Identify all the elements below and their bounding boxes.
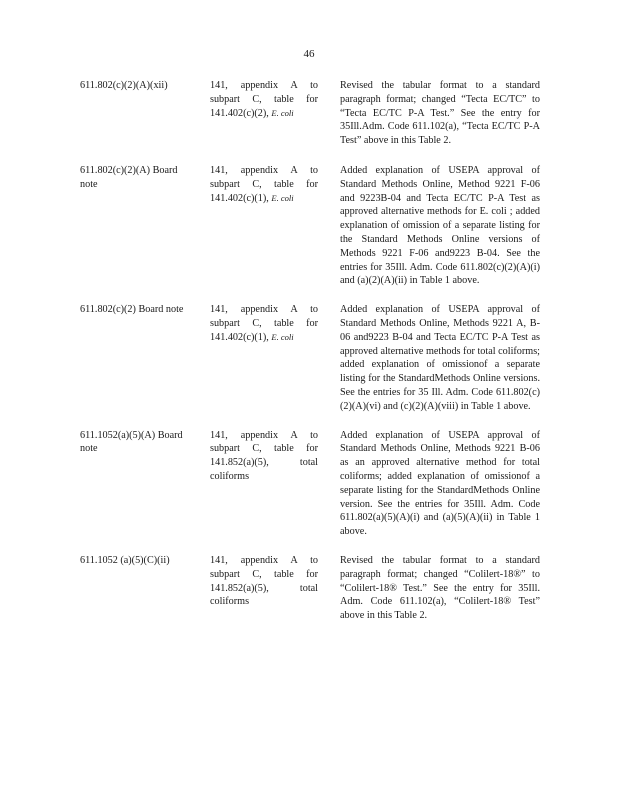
source-organism: E. coli [271, 331, 294, 342]
source-organism: E. coli [271, 107, 294, 118]
explanation-cell: Revised the tabular format to a standard paragraph format; changed “Colilert-18®” to “Colilert-18® Test.” See the entry for 35Ill. Adm. Code 611.102(a), “Colilert-18® Test” above in this Table 2. [340, 554, 540, 622]
source-text: 141, appendix A to subpart C, table for 141.402(c)(1), [210, 304, 318, 343]
source-organism: E. coli [271, 192, 294, 203]
source-text: 141, appendix A to subpart C, table for 141.402(c)(1), [210, 164, 318, 204]
section-cell: 611.802(c)(2)(A)(xii) [80, 80, 168, 91]
table-row [80, 429, 540, 539]
section-cell: 611.802(c)(2) Board note [80, 304, 184, 316]
table-row [80, 554, 540, 623]
source-cell: 141, appendix A to subpart C, table for 141.852(a)(5), total coliforms [210, 429, 318, 482]
table-row [80, 303, 540, 413]
page-number: 46 [303, 48, 315, 60]
amendments-table [80, 79, 540, 636]
section-cell: 611.1052(a)(5)(A) Board note [80, 429, 183, 455]
explanation-cell: Added explanation of USEPA approval of Standard Methods Online, Methods 9221 A, B-06 and9223 B-04 and Tecta EC/TC P-A Test as approved alternative methods for total coliforms; added explanation of omissionof a separate listing for the StandardMethods Online versions. See the entries for 35 Ill. Adm. Code 611.802(c)(2)(A)(vi) and (c)(2)(A)(viii) in Table 1 above. [340, 304, 541, 412]
table-row [80, 79, 540, 148]
section-cell: 611.1052 (a)(5)(C)(ii) [80, 554, 170, 566]
explanation-cell: Added explanation of USEPA approval of Standard Methods Online, Method 9221 F-06 and 9223B-04 and Tecta EC/TC P-A Test as approved alternative methods for E. coli ; added explanation of omission of a separate listing for the Standard Methods Online versions of Methods 9221 F-06 and9223 B-04. See the entries for 35Ill. Adm. Code 611.802(c)(2)(A)(i) and (a)(2)(A)(ii) in Table 1 above. [340, 164, 540, 287]
table-row [80, 164, 540, 288]
explanation-cell: Added explanation of USEPA approval of Standard Methods Online, Methods 9221 B-06 as an approved alternative method for total coliforms; added explanation of omissionof a separate listing for the StandardMethods Online version. See the entries for 35Ill. Adm. Code 611.802(a)(5)(A)(i) and (a)(5)(A)(ii) in Table 1 above. [340, 429, 540, 538]
source-cell: 141, appendix A to subpart C, table for 141.852(a)(5), total coliforms [210, 554, 318, 608]
section-cell: 611.802(c)(2)(A) Board note [80, 164, 178, 190]
source-text: 141, appendix A to subpart C, table for 141.402(c)(2), [210, 80, 318, 119]
source-cell [210, 79, 340, 148]
explanation-cell: Revised the tabular format to a standard paragraph format; changed “Tecta EC/TC” to “Tecta EC/TC P-A Test.” See the entry for 35Ill.Adm. Code 611.102(a), “Tecta EC/TC P-A Test” above in this Table 2. [340, 80, 540, 147]
source-cell [210, 164, 340, 288]
source-cell [210, 303, 340, 413]
